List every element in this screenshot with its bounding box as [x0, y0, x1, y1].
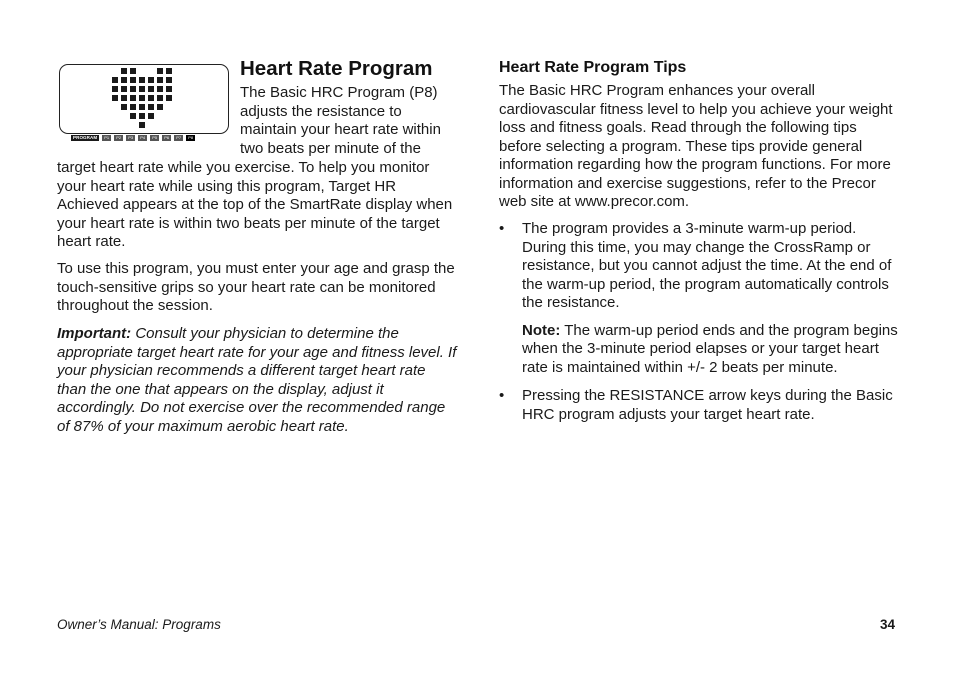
- heart-dot: [130, 104, 136, 110]
- list-item: [499, 387, 899, 424]
- bullet-mark: •: [499, 387, 505, 404]
- heart-dot: [139, 122, 145, 128]
- heart-dot: [166, 86, 172, 92]
- heart-dot: [148, 104, 154, 110]
- intro-paragraph-start: The Basic HRC Program (P8) adjusts the resistance to maintain your heart rate within two beats per minute of the: [240, 84, 441, 157]
- heart-dot: [157, 95, 163, 101]
- heart-dot: [139, 77, 145, 83]
- heart-dot: [166, 68, 172, 74]
- intro-paragraph-continued: target heart rate while you exercise. To help you monitor your heart rate while using this program, Target HR Achieved appears at the top of the SmartRate display when your heart rate is within two beats per minute of the target heart rate.: [57, 159, 453, 250]
- program-chip: P2: [114, 135, 123, 141]
- heart-dot: [157, 86, 163, 92]
- heart-dot: [139, 95, 145, 101]
- important-label: Important:: [57, 325, 132, 342]
- page-number: 34: [880, 617, 896, 632]
- heart-dot: [157, 68, 163, 74]
- tip-resistance-keys: Pressing the RESISTANCE arrow keys during the Basic HRC program adjusts your target heart rate.: [522, 387, 893, 423]
- heart-dot: [130, 68, 136, 74]
- heart-dot: [139, 104, 145, 110]
- heart-dot: [148, 95, 154, 101]
- list-item: [499, 220, 899, 377]
- footer-manual-section: Owner’s Manual: Programs: [57, 617, 221, 632]
- important-notice: [57, 325, 457, 436]
- program-chip: P5: [150, 135, 159, 141]
- heart-dot: [130, 77, 136, 83]
- heart-dot: [148, 86, 154, 92]
- heart-dot: [121, 95, 127, 101]
- program-label: PROGRAM: [73, 135, 98, 140]
- heart-dot: [130, 113, 136, 119]
- heart-dot: [157, 104, 163, 110]
- heart-dot: [121, 77, 127, 83]
- tip-warmup: The program provides a 3-minute warm-up period. During this time, you may change the CrossRamp or resistance, but you cannot adjust the time. At the end of the warm-up period, the program automatically controls the resistance.: [522, 220, 892, 311]
- heart-dot: [130, 86, 136, 92]
- heart-dot-matrix: [112, 68, 182, 132]
- heart-dot: [121, 104, 127, 110]
- program-chip: P7: [174, 135, 183, 141]
- heart-dot: [166, 95, 172, 101]
- heart-dot: [157, 77, 163, 83]
- heart-dot: [121, 68, 127, 74]
- program-chip: P8: [186, 135, 195, 141]
- program-chip: P4: [138, 135, 147, 141]
- note-text: The warm-up period ends and the program begins when the 3-minute period elapses or your target heart rate is maintained within +/- 2 beats per minute.: [522, 321, 898, 376]
- warmup-note: [522, 322, 899, 378]
- tips-list: [499, 220, 899, 424]
- note-label: Note:: [522, 321, 561, 339]
- heart-dot: [139, 113, 145, 119]
- age-grip-paragraph: To use this program, you must enter your age and grasp the touch-sensitive grips so your heart rate can be monitored throughout the session.: [57, 260, 455, 314]
- heart-dot: [148, 77, 154, 83]
- program-chip: P3: [126, 135, 135, 141]
- heart-dot: [139, 86, 145, 92]
- heart-dot: [112, 86, 118, 92]
- heart-dot: [148, 113, 154, 119]
- important-text: Consult your physician to determine the appropriate target heart rate for your age and fitness level. If your physician recommends a different target heart rate than the one that appears on the display, adjust it accordingly. Do not exercise over the recommended range of 87% of your maximum aerobic heart rate.: [57, 325, 457, 435]
- tips-intro-paragraph: The Basic HRC Program enhances your overall cardiovascular fitness level to help you achieve your weight loss and fitness goals. Read through the following tips before selecting a program. These tips provide general information regarding how the program functions. For more information and exercise suggestions, refer to the Precor web site at www.precor.com.: [499, 82, 893, 210]
- tips-title: Heart Rate Program Tips: [499, 59, 687, 76]
- heart-dot: [121, 86, 127, 92]
- heart-dot: [112, 95, 118, 101]
- program-indicator-row: [71, 134, 195, 142]
- program-chip: P1: [102, 135, 111, 141]
- heart-dot: [130, 95, 136, 101]
- bullet-mark: •: [499, 220, 505, 237]
- program-chip: P6: [162, 135, 171, 141]
- heart-dot: [166, 77, 172, 83]
- heart-dot: [112, 77, 118, 83]
- section-title: Heart Rate Program: [240, 57, 433, 80]
